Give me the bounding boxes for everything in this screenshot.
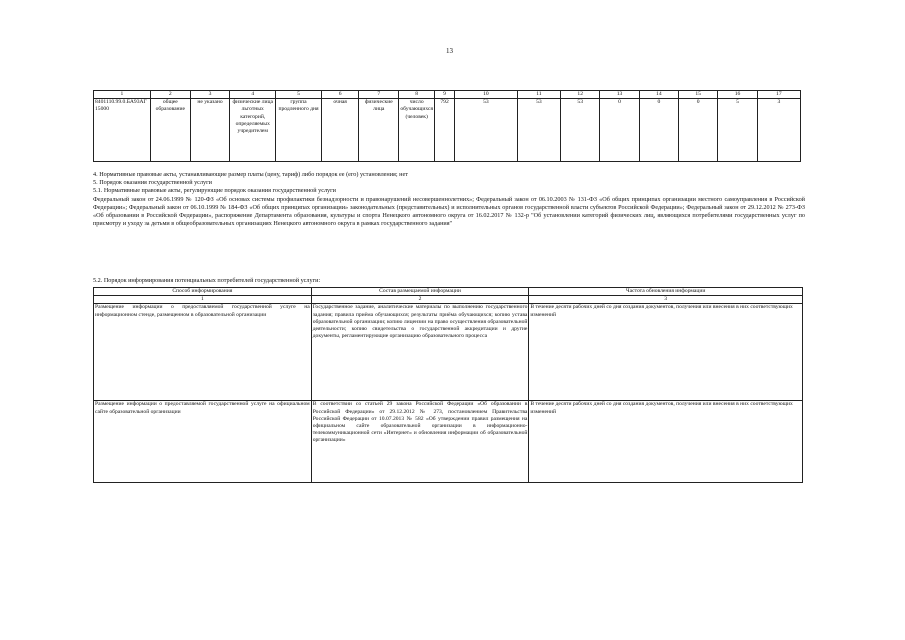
page-number: 13 (446, 47, 453, 55)
table-cell: физические лица (359, 99, 399, 162)
table-cell: 792 (435, 99, 455, 162)
section-heading: 5.2. Порядок информирования потенциальных потребителей государственной услуги: (93, 277, 321, 284)
table-cell: 17 (757, 91, 800, 99)
table-row (94, 304, 803, 401)
table-number-row (94, 296, 803, 304)
table-header-cell: Способ информирования (94, 288, 312, 296)
table-cell: 11 (517, 91, 560, 99)
table-cell: 2 (311, 296, 529, 304)
table-header-row (94, 288, 803, 296)
table-header-cell: Состав размещаемой информации (311, 288, 529, 296)
table-cell: 4 (230, 91, 276, 99)
table-cell: общее образование (150, 99, 190, 162)
table-cell: группа продленного дня (276, 99, 322, 162)
information-table (93, 287, 803, 483)
section-heading: 5. Порядок оказания государственной услуги (93, 179, 212, 187)
table-cell: 5 (718, 99, 757, 162)
table-cell: Размещение информации о предоставляемой государственной услуге на информационном стенде, размещенном в образовательной организации (94, 304, 312, 401)
table-cell: 14 (639, 91, 678, 99)
table-cell: В течение десяти рабочих дней со дня создания документов, получения или внесения в них соответствующих изменений (529, 401, 803, 483)
table-header-row (94, 91, 801, 99)
table-cell: 1 (94, 91, 151, 99)
table-cell: Государственное задание, аналитические материалы по выполнению государственного задания; правила приёма обучающихся; результаты приёма обучающихся; копию устава образовательной организации; копию лицензии на право осуществления образовательной деятельности; копию свидетельства о государственной аккредитации и другие документы, регламентирующие организацию образовательного процесса (311, 304, 529, 401)
document-body (93, 171, 805, 228)
table-cell: 8401110.99.0.БА93АГ15000 (94, 99, 151, 162)
table-cell: 0 (600, 99, 639, 162)
table-cell: 6 (321, 91, 359, 99)
table-cell: физические лица льготных категорий, определяемых учредителем (230, 99, 276, 162)
table-cell: В течение десяти рабочих дней со дня создания документов, получения или внесения в них соответствующих изменений (529, 304, 803, 401)
table-cell: 1 (94, 296, 312, 304)
table-cell: 10 (454, 91, 517, 99)
table-cell: В соответствии со статьей 29 закона Российской Федерации «Об образовании в Российской Федерации» от 29.12.2012 № 273, постановлением Правительства Российской Федерации от 10.07.2013 № 582 «Об утверждении правил размещения на официальном сайте образовательной организации в информационно-телекоммуникационной сети «Интернет» и обновления информации об образовательной организации» (311, 401, 529, 483)
table-cell: очная (321, 99, 359, 162)
table-cell: 0 (679, 99, 718, 162)
table-cell: 53 (517, 99, 560, 162)
table-cell: 8 (399, 91, 435, 99)
table-cell: число обучающихся (человек) (399, 99, 435, 162)
table-cell: Размещение информации о предоставляемой государственной услуге на официальном сайте образовательной организации (94, 401, 312, 483)
section-heading: 5.1. Нормативные правовые акты, регулирующие порядок оказания государственной услуги (93, 187, 336, 195)
table-header-cell: Частота обновления информации (529, 288, 803, 296)
table-cell: 53 (561, 99, 600, 162)
table-cell: 13 (600, 91, 639, 99)
paragraph: 4. Нормативные правовые акты, устанавливающие размер платы (цену, тариф) либо порядок ее (его) установления; нет (93, 171, 408, 178)
table-cell: 2 (150, 91, 190, 99)
table-row (94, 401, 803, 483)
table-cell: 3 (529, 296, 803, 304)
table-cell: 16 (718, 91, 757, 99)
indicators-table (93, 90, 801, 162)
table-cell: 15 (679, 91, 718, 99)
table-cell: 3 (190, 91, 230, 99)
table-cell: 53 (454, 99, 517, 162)
table-cell: не указано (190, 99, 230, 162)
table-cell: 9 (435, 91, 455, 99)
table-cell: 0 (639, 99, 678, 162)
table-row (94, 99, 801, 162)
paragraph: Федеральный закон от 24.06.1999 № 120-ФЗ «Об основах системы профилактики безнадзорности и правонарушений несовершеннолетних»; Федеральный закон от 06.10.2003 № 131-ФЗ «Об общих принципах организации местного самоуправления в Российской Федерации»; Федеральный закон от 06.10.1999 № 184-ФЗ «Об общих принципах организации» законодательных (представительных) и исполнительных органов государственной власти субъектов Российской Федерации»; Федеральный закон от 29.12.2012 № 273-ФЗ «Об образовании в Российской Федерации», распоряжение Департамента образования, культуры и спорта Ненецкого автономного округа от 16.02.2017 № 132-р "Об установлении категорий физических лиц, являющихся потребителями государственных услуг по присмотру и уходу за детьми в общеобразовательных организациях Ненецкого автономного округа в рамках государственного задания" (93, 195, 805, 228)
table-cell: 12 (561, 91, 600, 99)
table-cell: 5 (276, 91, 322, 99)
table-cell: 7 (359, 91, 399, 99)
table-cell: 3 (757, 99, 800, 162)
